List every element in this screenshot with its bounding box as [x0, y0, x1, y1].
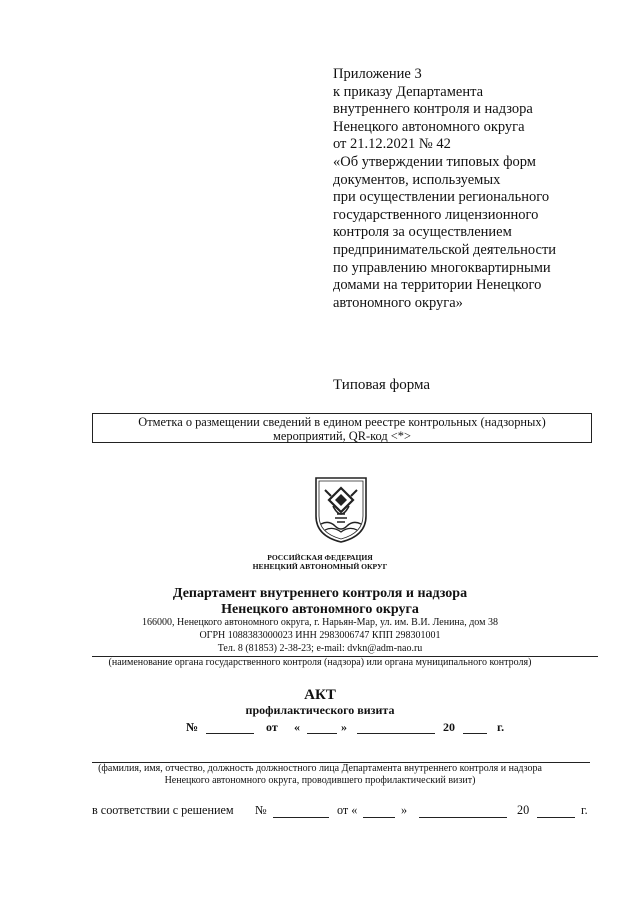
decision-year-prefix: 20 — [517, 803, 530, 817]
registry-mark-box — [92, 413, 592, 443]
decision-year-suffix: г. — [581, 803, 588, 817]
appendix-line: Ненецкого автономного округа — [333, 118, 525, 135]
appendix-line: государственного лицензионного — [333, 206, 539, 223]
decision-month-field[interactable] — [419, 817, 507, 818]
appendix-line: Приложение 3 — [333, 66, 422, 82]
appendix-line: домами на территории Ненецкого — [333, 277, 542, 294]
act-year-field[interactable] — [463, 733, 487, 734]
department-contacts: Тел. 8 (81853) 2-38-23; e-mail: dvkn@adm-nao.ru — [217, 643, 423, 654]
coat-of-arms-icon — [313, 476, 369, 544]
country-label: РОССИЙСКАЯ ФЕДЕРАЦИЯ — [267, 553, 373, 562]
decision-year-field[interactable] — [537, 817, 575, 818]
appendix-block — [333, 66, 623, 312]
act-month-field[interactable] — [357, 733, 435, 734]
act-year-prefix: 20 — [443, 720, 455, 734]
appendix-line: к приказу Департамента — [333, 83, 484, 100]
department-ids: ОГРН 1088383000023 ИНН 2983006747 КПП 298301001 — [199, 630, 441, 641]
act-day-field[interactable] — [307, 733, 337, 734]
act-year-suffix: г. — [497, 720, 505, 734]
appendix-line: при осуществлении регионального — [333, 189, 550, 206]
decision-date-label: от « — [337, 803, 358, 817]
appendix-line: внутреннего контроля и надзора — [333, 101, 533, 118]
department-address: 166000, Ненецкого автономного округа, г. Нарьян-Мар, ул. им. В.И. Ленина, дом 38 — [142, 617, 498, 628]
appendix-line: предпринимательской деятельности — [333, 241, 557, 258]
decision-label: в соответствии с решением — [92, 803, 234, 817]
act-subtitle: профилактического визита — [245, 703, 395, 717]
decision-quote-close: » — [401, 803, 408, 817]
region-label: НЕНЕЦКИЙ АВТОНОМНЫЙ ОКРУГ — [252, 562, 388, 571]
decision-number-label: № — [255, 803, 267, 817]
registry-box-line: мероприятий, QR-код <*> — [273, 429, 411, 443]
act-number-row — [0, 720, 640, 736]
official-caption-line2: Ненецкого автономного округа, проводившего профилактический визит) — [164, 775, 476, 786]
official-caption-line1: (фамилия, имя, отчество, должность должностного лица Департамента внутреннего контроля и надзора — [98, 763, 542, 774]
appendix-line: по управлению многоквартирными — [333, 259, 551, 276]
act-number-label: № — [186, 720, 199, 734]
department-name: Департамент внутреннего контроля и надзора — [172, 586, 468, 601]
registry-box-line: Отметка о размещении сведений в едином реестре контрольных (надзорных) — [138, 415, 546, 429]
appendix-line: контроля за осуществлением — [333, 224, 512, 241]
org-caption: (наименование органа государственного контроля (надзора) или органа муниципального контроля) — [108, 657, 532, 668]
act-quote-open: « — [294, 720, 300, 734]
department-region: Ненецкого автономного округа — [221, 602, 419, 617]
appendix-line: от 21.12.2021 № 42 — [333, 136, 451, 153]
decision-number-field[interactable] — [273, 817, 329, 818]
decision-row — [0, 803, 640, 821]
appendix-line: «Об утверждении типовых форм — [333, 153, 536, 170]
act-number-field[interactable] — [206, 733, 254, 734]
appendix-line: автономного округа» — [333, 294, 463, 311]
act-quote-close: » — [341, 720, 347, 734]
act-title: АКТ — [304, 687, 336, 703]
decision-day-field[interactable] — [363, 817, 395, 818]
act-date-label: от — [266, 720, 278, 734]
appendix-line: документов, используемых — [333, 171, 501, 188]
form-type-label: Типовая форма — [333, 377, 431, 393]
